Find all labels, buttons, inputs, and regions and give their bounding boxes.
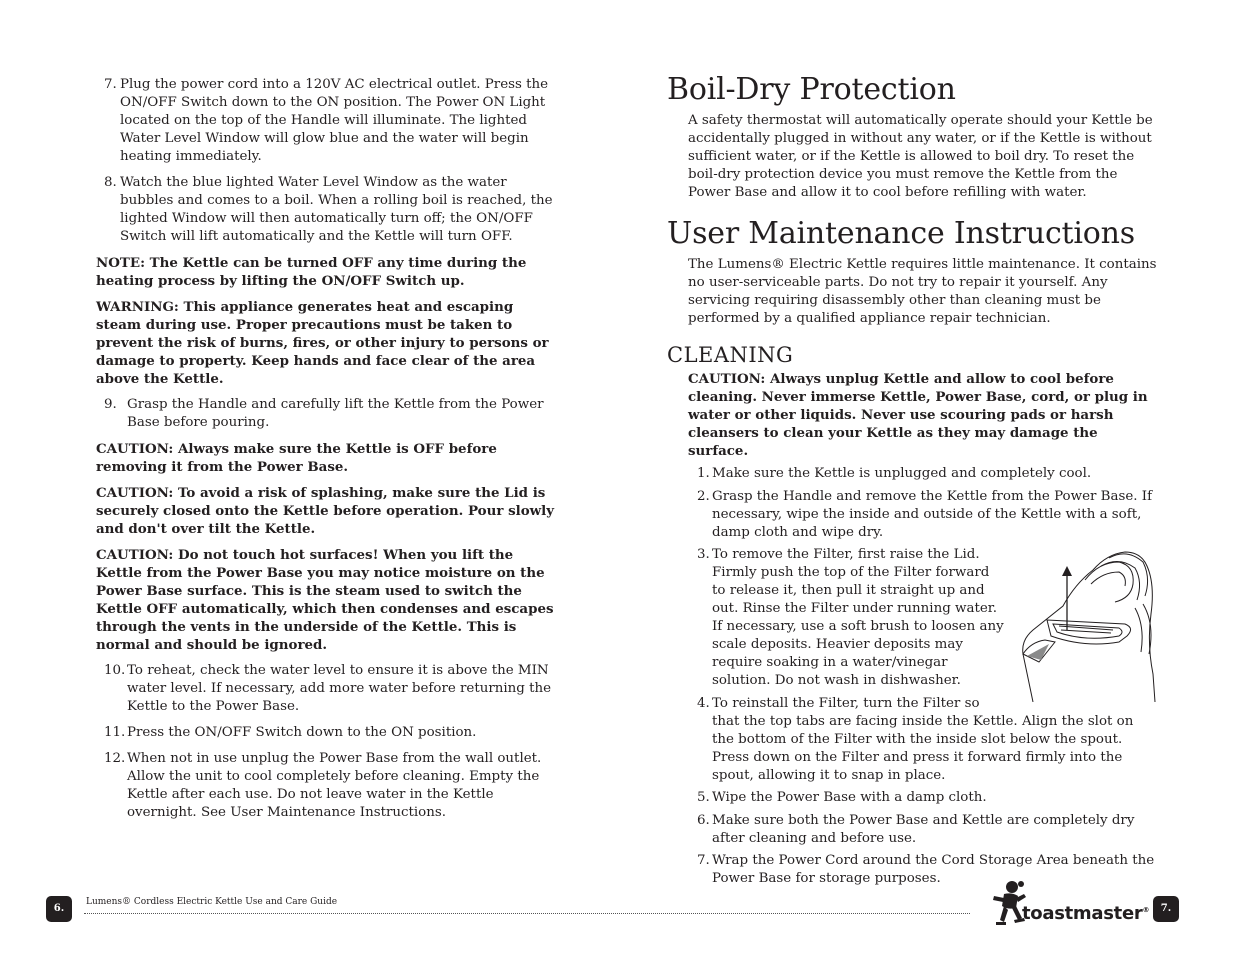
footer-guide-title: Lumens® Cordless Electric Kettle Use and Care Guide (86, 897, 338, 907)
list-item: 7. Plug the power cord into a 120V AC electrical outlet. Press the ON/OFF Switch down to the ON position. The Power ON Light located on the top of the Handle will illuminate. The lighted Water Level Window will glow blue and the water will begin heating immediately. (104, 77, 549, 164)
list-item: 5. Wipe the Power Base with a damp cloth. (697, 790, 987, 805)
caution-paragraph: CAUTION: Always make sure the Kettle is OFF before removing it from the Power Base. (96, 441, 497, 475)
maintenance-paragraph: The Lumens® Electric Kettle requires little maintenance. It contains no user-serviceable parts. Do not try to repair it yourself. Any servicing requiring disassembly other than cleaning must be performed by a qualified appliance repair technician. (688, 257, 1157, 326)
maintenance-heading: User Maintenance Instructions (667, 216, 1135, 251)
warning-paragraph: WARNING: This appliance generates heat and escaping steam during use. Proper precautions must be taken to prevent the risk of burns, fires, or other injury to persons or damage to property. Keep hands and face clear of the area above the Kettle. (96, 299, 549, 387)
list-item: 9. Grasp the Handle and carefully lift the Kettle from the Power Base before pouring. (104, 397, 544, 430)
note-paragraph: NOTE: The Kettle can be turned OFF any time during the heating process by lifting the ON/OFF Switch up. (96, 255, 527, 289)
list-item: 6. Make sure both the Power Base and Kettle are completely dry after cleaning and before use. (697, 812, 1135, 846)
caution-paragraph: CAUTION: Do not touch hot surfaces! When you lift the Kettle from the Power Base you may notice moisture on the Power Base surface. This is the steam used to switch the Kettle OFF automatically, which then condenses and escapes through the vents in the underside of the Kettle. This is normal and should be ignored. (96, 547, 554, 653)
page-number-right: 7. (1153, 896, 1179, 922)
page-number-left: 6. (46, 896, 72, 922)
list-item: 11. Press the ON/OFF Switch down to the ON position. (104, 725, 477, 740)
list-item: 10. To reheat, check the water level to ensure it is above the MIN water level. If necessary, add more water before returning the Kettle to the Power Base. (104, 663, 552, 714)
cleaning-heading: CLEANING (667, 343, 794, 367)
list-item: 7. Wrap the Power Cord around the Cord Storage Area beneath the Power Base for storage purposes. (697, 853, 1155, 886)
toastmaster-wordmark: toastmaster® (1022, 903, 1150, 924)
list-item: 12. When not in use unplug the Power Base from the wall outlet. Allow the unit to cool completely before cleaning. Empty the Kettle after each use. Do not leave water in the Kettle overnight. See User Maintenance Instructions. (104, 751, 542, 820)
footer-divider (84, 913, 970, 914)
boil-dry-heading: Boil-Dry Protection (667, 72, 956, 107)
caution-paragraph: CAUTION: To avoid a risk of splashing, make sure the Lid is securely closed onto the Kettle before operation. Pour slowly and don't over tilt the Kettle. (96, 485, 555, 537)
left-page (0, 0, 617, 954)
left-column (96, 76, 558, 830)
cleaning-caution: CAUTION: Always unplug Kettle and allow to cool before cleaning. Never immerse Kettle, Power Base, cord, or plug in water or other liquids. Never use scouring pads or harsh cleansers to clean your Kettle as they may damage the surface. (688, 371, 1148, 459)
list-item: 3. To remove the Filter, first raise the Lid. Firmly push the top of the Filter forward to release it, then pull it straight up and out. Rinse the Filter under running water. If necessary, use a soft brush to loosen any scale deposits. Heavier deposits may require soaking in a water/vinegar solution. Do not wash in dishwasher. (667, 546, 1157, 690)
list-item: 8. Watch the blue lighted Water Level Window as the water bubbles and comes to a boil. When a rolling boil is reached, the lighted Window will then automatically turn off; the ON/OFF Switch will lift automatically and the Kettle will turn OFF. (104, 175, 553, 244)
list-item: 1. Make sure the Kettle is unplugged and completely cool. (697, 466, 1092, 481)
right-page (617, 0, 1235, 954)
list-item: 4. To reinstall the Filter, turn the Filter so that the top tabs are facing inside the Kettle. Align the slot on the bottom of the Filter with the inside slot below the spout. Press down on the Filter and press it forward firmly into the spout, allowing it to snap in place. (697, 695, 1134, 783)
right-column (667, 72, 1157, 893)
kettle-filter-removal-illustration (1015, 544, 1157, 702)
boil-dry-paragraph: A safety thermostat will automatically operate should your Kettle be accidentally plugged in without any water, or if the Kettle is without sufficient water, or if the Kettle is allowed to boil dry. To reset the boil-dry protection device you must remove the Kettle from the Power Base and allow it to cool before refilling with water. (688, 113, 1153, 200)
list-item: 2. Grasp the Handle and remove the Kettle from the Power Base. If necessary, wipe the inside and outside of the Kettle with a soft, damp cloth and wipe dry. (697, 488, 1153, 540)
